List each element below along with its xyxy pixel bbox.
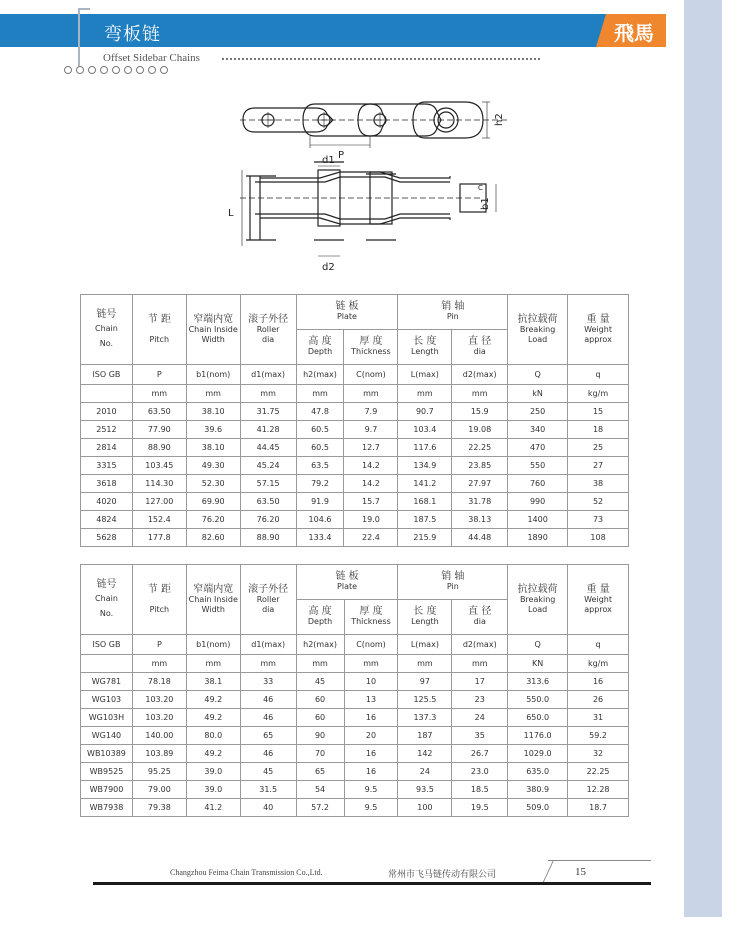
value-cell: 32 [568, 745, 629, 763]
footer-page-slant [543, 860, 578, 882]
value-cell: 103.4 [398, 421, 452, 439]
header-weight-en1: Weight [584, 594, 612, 604]
header-weight-en2: approx [584, 604, 612, 614]
label-l: L [228, 208, 234, 219]
chain-number-cell: 4020 [81, 493, 133, 511]
value-cell: 24 [452, 709, 508, 727]
value-cell: 49.2 [186, 745, 240, 763]
unit-cell: mm [240, 655, 296, 673]
value-cell: 340 [508, 421, 568, 439]
header-chain-en: Chain [95, 324, 118, 333]
unit-cell: KN [508, 655, 568, 673]
value-cell: 16 [344, 745, 398, 763]
symbol-cell: q [568, 635, 629, 655]
table-row [81, 493, 629, 511]
value-cell: 650.0 [508, 709, 568, 727]
chain-number-cell: 2814 [81, 439, 133, 457]
chain-number-cell: 5628 [81, 529, 133, 547]
table-row [81, 673, 629, 691]
page-subtitle: Offset Sidebar Chains [103, 52, 200, 64]
header-weight-en1: Weight [584, 324, 612, 334]
value-cell: 103.20 [132, 709, 186, 727]
unit-cell: mm [296, 385, 344, 403]
value-cell: 103.89 [132, 745, 186, 763]
value-cell: 59.2 [568, 727, 629, 745]
value-cell: 93.5 [398, 781, 452, 799]
value-cell: 90 [296, 727, 344, 745]
header-length-cn: 长 度 [413, 606, 437, 617]
header-depth-en: Depth [307, 617, 333, 626]
table-row [81, 727, 629, 745]
unit-cell: mm [132, 655, 186, 673]
symbol-cell: L(max) [398, 365, 452, 385]
header-weight-cn: 重 量 [586, 583, 610, 595]
value-cell: 44.45 [240, 439, 296, 457]
table-row [81, 475, 629, 493]
value-cell: 46 [240, 691, 296, 709]
header-weight-en2: approx [584, 334, 612, 344]
value-cell: 9.5 [344, 781, 398, 799]
value-cell: 38.1 [186, 673, 240, 691]
value-cell: 7.9 [344, 403, 398, 421]
value-cell: 142 [398, 745, 452, 763]
value-cell: 33 [240, 673, 296, 691]
header-plate-en: Plate [337, 582, 358, 591]
symbol-cell: P [132, 635, 186, 655]
value-cell: 63.50 [132, 403, 186, 421]
symbol-cell: d2(max) [452, 635, 508, 655]
header-chain-cn: 链号 [96, 309, 117, 320]
value-cell: 990 [508, 493, 568, 511]
header-roller-en2: dia [262, 604, 275, 614]
value-cell: 41.28 [240, 421, 296, 439]
symbol-cell: P [132, 365, 186, 385]
value-cell: 45.24 [240, 457, 296, 475]
value-cell: 60.5 [296, 421, 344, 439]
value-cell: 134.9 [398, 457, 452, 475]
value-cell: 509.0 [508, 799, 568, 817]
header-dia-cn: 直 径 [468, 336, 492, 347]
value-cell: 88.90 [132, 439, 186, 457]
value-cell: 95.25 [132, 763, 186, 781]
value-cell: 19.5 [452, 799, 508, 817]
header-thick-en: Thickness [351, 617, 391, 626]
value-cell: 313.6 [508, 673, 568, 691]
label-p: P [338, 150, 345, 161]
header-break-en1: Breaking [519, 324, 556, 334]
header-pin-cn: 销 轴 [441, 301, 465, 312]
value-cell: 18.7 [568, 799, 629, 817]
value-cell: 133.4 [296, 529, 344, 547]
value-cell: 12.7 [344, 439, 398, 457]
value-cell: 760 [508, 475, 568, 493]
header-pitch-en: Pitch [149, 334, 170, 344]
value-cell: 82.60 [186, 529, 240, 547]
page-number: 15 [575, 866, 586, 878]
value-cell: 39.6 [186, 421, 240, 439]
value-cell: 187.5 [398, 511, 452, 529]
page-title: 弯板链 [104, 24, 161, 45]
value-cell: 1890 [508, 529, 568, 547]
value-cell: 100 [398, 799, 452, 817]
value-cell: 57.15 [240, 475, 296, 493]
label-d1: d1 [322, 155, 335, 166]
value-cell: 78.18 [132, 673, 186, 691]
value-cell: 19.08 [452, 421, 508, 439]
value-cell: 16 [344, 709, 398, 727]
unit-cell: mm [344, 385, 398, 403]
unit-cell: kg/m [568, 385, 629, 403]
header-chain-no: No. [99, 339, 114, 348]
dotted-divider [222, 58, 540, 60]
header-length-en: Length [411, 347, 439, 356]
value-cell: 137.3 [398, 709, 452, 727]
decorative-circles [64, 66, 168, 74]
value-cell: 635.0 [508, 763, 568, 781]
header-pin-en: Pin [446, 312, 459, 321]
value-cell: 60 [296, 709, 344, 727]
value-cell: 49.2 [186, 709, 240, 727]
value-cell: 104.6 [296, 511, 344, 529]
header-plate-cn: 链 板 [335, 571, 359, 582]
symbol-cell: L(max) [398, 635, 452, 655]
header-dia-en: dia [473, 617, 486, 626]
header-thick-en: Thickness [351, 347, 391, 356]
unit-cell: mm [186, 385, 240, 403]
chain-number-cell: 3618 [81, 475, 133, 493]
chain-number-cell: WG103 [81, 691, 133, 709]
value-cell: 140.00 [132, 727, 186, 745]
value-cell: 41.2 [186, 799, 240, 817]
value-cell: 470 [508, 439, 568, 457]
value-cell: 14.2 [344, 457, 398, 475]
value-cell: 97 [398, 673, 452, 691]
value-cell: 250 [508, 403, 568, 421]
value-cell: 40 [240, 799, 296, 817]
value-cell: 31.75 [240, 403, 296, 421]
header-width-en2: Width [201, 334, 225, 344]
side-strip [684, 0, 722, 917]
value-cell: 103.20 [132, 691, 186, 709]
unit-cell: mm [398, 655, 452, 673]
value-cell: 79.00 [132, 781, 186, 799]
symbol-cell: d2(max) [452, 365, 508, 385]
value-cell: 79.2 [296, 475, 344, 493]
header-bracket [78, 8, 90, 66]
value-cell: 103.45 [132, 457, 186, 475]
chain-number-cell: 2512 [81, 421, 133, 439]
value-cell: 18 [568, 421, 629, 439]
header-bar [0, 14, 606, 47]
value-cell: 13 [344, 691, 398, 709]
table-row [81, 439, 629, 457]
value-cell: 45 [240, 763, 296, 781]
header-break-en2: Load [528, 604, 548, 614]
chain-number-cell: 3315 [81, 457, 133, 475]
value-cell: 44.48 [452, 529, 508, 547]
value-cell: 27.97 [452, 475, 508, 493]
table-row [81, 745, 629, 763]
label-c: C [478, 184, 483, 192]
value-cell: 22.4 [344, 529, 398, 547]
value-cell: 76.20 [186, 511, 240, 529]
chain-number-cell: WB10389 [81, 745, 133, 763]
header-width-en2: Width [201, 604, 225, 614]
header-depth-cn: 高 度 [308, 336, 332, 347]
value-cell: 88.90 [240, 529, 296, 547]
chain-number-cell: WG103H [81, 709, 133, 727]
value-cell: 125.5 [398, 691, 452, 709]
value-cell: 20 [344, 727, 398, 745]
value-cell: 63.50 [240, 493, 296, 511]
header-thick-cn: 厚 度 [359, 606, 383, 617]
value-cell: 70 [296, 745, 344, 763]
header-dia-en: dia [473, 347, 486, 356]
spec-table-2 [80, 564, 629, 817]
header-depth-en: Depth [307, 347, 333, 356]
table-row [81, 763, 629, 781]
unit-blank-cell [81, 385, 133, 403]
chain-number-cell: WG140 [81, 727, 133, 745]
value-cell: 168.1 [398, 493, 452, 511]
value-cell: 1176.0 [508, 727, 568, 745]
unit-cell: mm [344, 655, 398, 673]
value-cell: 117.6 [398, 439, 452, 457]
header-depth-cn: 高 度 [308, 606, 332, 617]
value-cell: 90.7 [398, 403, 452, 421]
value-cell: 91.9 [296, 493, 344, 511]
symbol-cell: d1(max) [240, 365, 296, 385]
value-cell: 45 [296, 673, 344, 691]
value-cell: 177.8 [132, 529, 186, 547]
value-cell: 15 [568, 403, 629, 421]
table-row [81, 421, 629, 439]
symbol-cell: d1(max) [240, 635, 296, 655]
header-pin-cn: 销 轴 [441, 571, 465, 582]
table-row [81, 799, 629, 817]
header-dia-cn: 直 径 [468, 606, 492, 617]
value-cell: 550.0 [508, 691, 568, 709]
value-cell: 73 [568, 511, 629, 529]
value-cell: 65 [240, 727, 296, 745]
label-h2: h2 [494, 113, 505, 126]
value-cell: 27 [568, 457, 629, 475]
symbol-cell: h2(max) [296, 365, 344, 385]
header-thick-cn: 厚 度 [359, 336, 383, 347]
iso-gb-label: ISO GB [81, 365, 133, 385]
header-chain-en: Chain [95, 594, 118, 603]
value-cell: 60.5 [296, 439, 344, 457]
value-cell: 9.7 [344, 421, 398, 439]
value-cell: 23 [452, 691, 508, 709]
value-cell: 15.7 [344, 493, 398, 511]
unit-cell: mm [452, 655, 508, 673]
value-cell: 16 [344, 763, 398, 781]
value-cell: 49.2 [186, 691, 240, 709]
value-cell: 80.0 [186, 727, 240, 745]
header-roller-en1: Roller [256, 324, 280, 334]
value-cell: 79.38 [132, 799, 186, 817]
value-cell: 108 [568, 529, 629, 547]
value-cell: 19.0 [344, 511, 398, 529]
unit-cell: kg/m [568, 655, 629, 673]
value-cell: 16 [568, 673, 629, 691]
brand-logo: 飛馬 [614, 21, 654, 45]
value-cell: 25 [568, 439, 629, 457]
header-roller-en1: Roller [256, 594, 280, 604]
header-length-cn: 长 度 [413, 336, 437, 347]
table-row [81, 691, 629, 709]
value-cell: 15.9 [452, 403, 508, 421]
value-cell: 39.0 [186, 781, 240, 799]
value-cell: 18.5 [452, 781, 508, 799]
table-row [81, 403, 629, 421]
chain-number-cell: WG781 [81, 673, 133, 691]
value-cell: 35 [452, 727, 508, 745]
chain-number-cell: 2010 [81, 403, 133, 421]
header-break-cn: 抗拉载荷 [517, 583, 558, 595]
value-cell: 550 [508, 457, 568, 475]
header-pitch-en: Pitch [149, 604, 170, 614]
value-cell: 127.00 [132, 493, 186, 511]
spec-table-1 [80, 294, 629, 547]
symbol-cell: h2(max) [296, 635, 344, 655]
value-cell: 38.10 [186, 439, 240, 457]
value-cell: 26.7 [452, 745, 508, 763]
value-cell: 10 [344, 673, 398, 691]
table-row [81, 457, 629, 475]
header-break-cn: 抗拉载荷 [517, 313, 558, 325]
header-roller-en2: dia [261, 334, 275, 344]
symbol-cell: b1(nom) [186, 635, 240, 655]
value-cell: 69.90 [186, 493, 240, 511]
value-cell: 38.10 [186, 403, 240, 421]
value-cell: 24 [398, 763, 452, 781]
value-cell: 26 [568, 691, 629, 709]
value-cell: 54 [296, 781, 344, 799]
header-chain-no: No. [99, 609, 114, 618]
header-width-en1: Chain Inside [188, 594, 238, 604]
chain-number-cell: 4824 [81, 511, 133, 529]
value-cell: 114.30 [132, 475, 186, 493]
table-row [81, 709, 629, 727]
value-cell: 46 [240, 745, 296, 763]
symbol-cell: Q [508, 635, 568, 655]
chain-diagram [220, 90, 520, 275]
value-cell: 31.78 [452, 493, 508, 511]
value-cell: 17 [452, 673, 508, 691]
footer-rule [93, 882, 651, 885]
value-cell: 1400 [508, 511, 568, 529]
value-cell: 22.25 [568, 763, 629, 781]
value-cell: 215.9 [398, 529, 452, 547]
symbol-cell: q [568, 365, 629, 385]
header-pitch-cn: 节 距 [147, 583, 171, 595]
symbol-cell: C(nom) [344, 635, 398, 655]
symbol-cell: Q [508, 365, 568, 385]
chain-number-cell: WB7938 [81, 799, 133, 817]
value-cell: 38.13 [452, 511, 508, 529]
header-plate-en: Plate [336, 312, 357, 321]
header-pitch-cn: 节 距 [147, 313, 171, 325]
label-d2: d2 [322, 262, 335, 273]
chain-number-cell: WB7900 [81, 781, 133, 799]
header-width-cn: 窄端内宽 [193, 313, 234, 325]
chain-number-cell: WB9525 [81, 763, 133, 781]
value-cell: 39.0 [186, 763, 240, 781]
table-row [81, 511, 629, 529]
unit-cell: mm [452, 385, 508, 403]
unit-cell: mm [186, 655, 240, 673]
value-cell: 31.5 [240, 781, 296, 799]
value-cell: 152.4 [132, 511, 186, 529]
header-width-en1: Chain Inside [188, 324, 238, 334]
value-cell: 23.85 [452, 457, 508, 475]
header-width-cn: 窄端内宽 [193, 583, 234, 595]
value-cell: 1029.0 [508, 745, 568, 763]
value-cell: 57.2 [296, 799, 344, 817]
value-cell: 14.2 [344, 475, 398, 493]
value-cell: 31 [568, 709, 629, 727]
value-cell: 63.5 [296, 457, 344, 475]
value-cell: 141.2 [398, 475, 452, 493]
label-b1: b1 [480, 197, 491, 210]
unit-cell: mm [296, 655, 344, 673]
value-cell: 23.0 [452, 763, 508, 781]
unit-cell: mm [132, 385, 186, 403]
value-cell: 49.30 [186, 457, 240, 475]
value-cell: 380.9 [508, 781, 568, 799]
value-cell: 187 [398, 727, 452, 745]
symbol-cell: C(nom) [344, 365, 398, 385]
unit-blank-cell [81, 655, 133, 673]
value-cell: 52 [568, 493, 629, 511]
header-break-en2: Load [528, 334, 548, 344]
symbol-cell: b1(nom) [186, 365, 240, 385]
iso-gb-label: ISO GB [81, 635, 133, 655]
header-length-en: Length [411, 617, 439, 626]
value-cell: 46 [240, 709, 296, 727]
header-plate-cn: 链 板 [335, 301, 359, 312]
value-cell: 47.8 [296, 403, 344, 421]
header-weight-cn: 重 量 [586, 313, 610, 325]
value-cell: 12.28 [568, 781, 629, 799]
brand-notch [596, 14, 606, 47]
value-cell: 60 [296, 691, 344, 709]
header-chain-cn: 链号 [96, 579, 117, 590]
value-cell: 77.90 [132, 421, 186, 439]
value-cell: 76.20 [240, 511, 296, 529]
value-cell: 22.25 [452, 439, 508, 457]
footer-company-en: Changzhou Feima Chain Transmission Co.,Ltd. [170, 868, 323, 877]
unit-cell: kN [508, 385, 568, 403]
unit-cell: mm [398, 385, 452, 403]
header-pin-en: Pin [446, 582, 459, 591]
footer-company-cn: 常州市飞马链传动有限公司 [388, 870, 497, 880]
unit-cell: mm [240, 385, 296, 403]
table-row [81, 781, 629, 799]
value-cell: 52.30 [186, 475, 240, 493]
header-break-en1: Breaking [519, 594, 556, 604]
header-roller-cn: 滚子外径 [248, 313, 289, 325]
table-row [81, 529, 629, 547]
value-cell: 65 [296, 763, 344, 781]
value-cell: 38 [568, 475, 629, 493]
value-cell: 9.5 [344, 799, 398, 817]
header-roller-cn: 滚子外径 [248, 583, 289, 595]
